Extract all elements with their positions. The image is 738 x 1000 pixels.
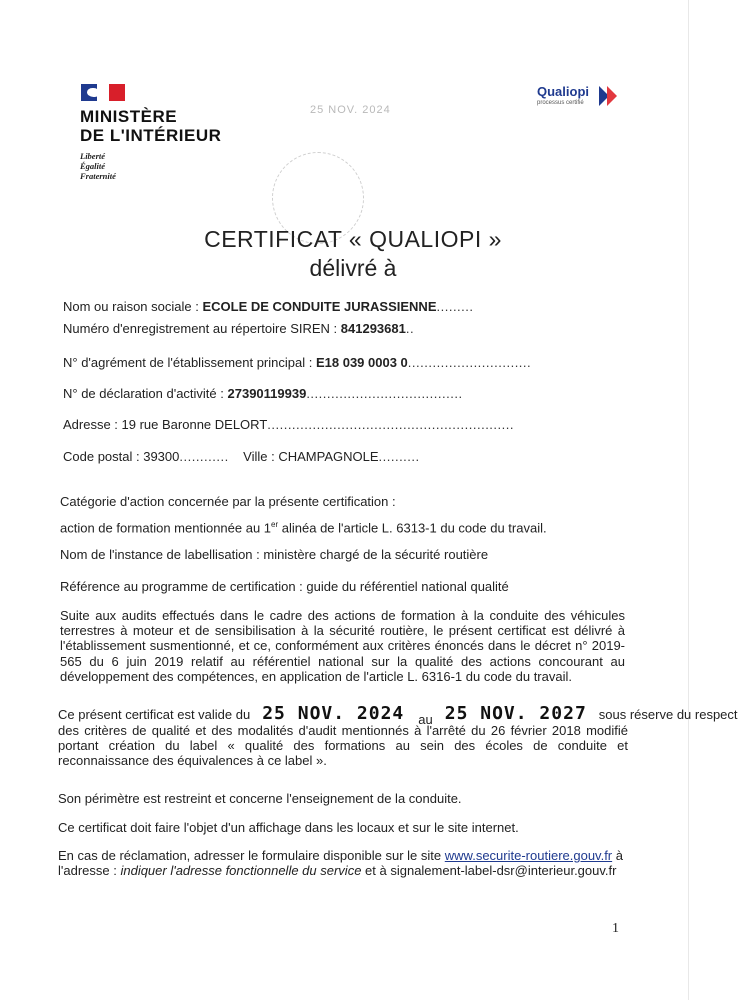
field-siren [63, 321, 414, 337]
validity-date-start: 25 NOV. 2024 [262, 703, 405, 724]
certificate-subtitle: délivré à [309, 255, 397, 281]
validity-middle: au [418, 712, 433, 727]
categorie-text [60, 517, 547, 536]
field-adresse-value: 19 rue Baronne DELORT [121, 417, 268, 432]
ministry-name [80, 107, 221, 145]
affichage-text: Ce certificat doit faire l'objet d'un affichage dans les locaux et sur le site internet. [58, 820, 519, 835]
field-nom-dots: ......... [436, 299, 474, 314]
field-ville-value: CHAMPAGNOLE [278, 449, 379, 464]
field-agrement-value: E18 039 0003 0 [315, 355, 408, 370]
validity-suffix: sous réserve du respect [598, 707, 738, 722]
marianne-flag-logo [81, 84, 125, 101]
categorie-text-after: alinéa de l'article L. 6313-1 du code du travail. [278, 520, 547, 536]
republic-motto [80, 151, 116, 181]
scan-edge-line [688, 0, 689, 1000]
reclamation-text-3: et à signalement-label-dsr@interieur.gouv.fr [361, 863, 617, 879]
field-adresse-label: Adresse : [63, 417, 122, 432]
field-declaration-dots: ...................................... [306, 386, 463, 401]
field-ville-dots: .......... [378, 449, 420, 464]
field-declaration [63, 386, 463, 402]
motto-egalite: Égalité [80, 161, 106, 171]
reclamation-italic: indiquer l'adresse fonctionnelle du service [120, 863, 362, 879]
securite-routiere-link[interactable]: www.securite-routiere.gouv.fr [444, 848, 613, 863]
field-cp-dots: ............ [179, 449, 229, 464]
field-declaration-value: 27390119939 [227, 386, 307, 401]
field-siren-label: Numéro d'enregistrement au répertoire SIREN : [63, 321, 341, 336]
validity-line [58, 703, 738, 727]
instance-text: Nom de l'instance de labellisation : ministère chargé de la sécurité routière [60, 547, 489, 562]
field-ville-label: Ville : [243, 449, 279, 464]
field-siren-value: 841293681 [340, 321, 406, 336]
motto-fraternite: Fraternité [80, 171, 116, 181]
reclamation-text-1: En cas de réclamation, adresser le formulaire disponible sur le site [58, 848, 445, 863]
faded-date-stamp: 25 NOV. 2024 [310, 104, 391, 116]
qualiopi-subtitle: processus certifié [537, 100, 584, 106]
field-adresse [63, 417, 514, 433]
field-nom-label: Nom ou raison sociale : [63, 299, 203, 314]
categorie-label: Catégorie d'action concernée par la présente certification : [60, 494, 396, 509]
reclamation-text-2: à l'adresse : [58, 848, 623, 879]
perimetre-text: Son périmètre est restreint et concerne l'enseignement de la conduite. [58, 791, 462, 806]
categorie-sup: er [271, 520, 279, 529]
field-cp-label: Code postal : [63, 449, 144, 464]
validity-prefix: Ce présent certificat est valide du [58, 707, 251, 722]
field-code-postal-ville [63, 449, 420, 465]
field-agrement-dots: .............................. [407, 355, 532, 370]
ministry-line-2: DE L'INTÉRIEUR [80, 126, 222, 145]
validity-block [58, 703, 738, 769]
reclamation-text [58, 848, 623, 878]
validity-rest: des critères de qualité et des modalités d'audit mentionnés à l'arrêté du 26 février 2018 modifié portant création du label « qualité des formations au sein des écoles de conduite et reconnaissance des équivalences à ce label ». [58, 723, 628, 769]
validity-date-end: 25 NOV. 2027 [444, 703, 587, 724]
page-number: 1 [612, 921, 619, 936]
field-declaration-label: N° de déclaration d'activité : [63, 386, 228, 401]
qualiopi-name: Qualiopi [537, 84, 589, 99]
qualiopi-arrows-icon [599, 84, 623, 108]
certificate-title: CERTIFICAT « QUALIOPI » [204, 226, 502, 252]
field-agrement-label: N° d'agrément de l'établissement principal : [63, 355, 316, 370]
motto-liberte: Liberté [80, 151, 106, 161]
ministry-line-1: MINISTÈRE [80, 107, 178, 126]
field-siren-dots: .. [405, 321, 415, 336]
field-cp-value: 39300 [143, 449, 180, 464]
field-agrement [63, 355, 531, 371]
categorie-text-before: action de formation mentionnée au 1 [60, 520, 272, 536]
field-nom [63, 299, 474, 315]
audit-paragraph: Suite aux audits effectués dans le cadre des actions de formation à la conduite des véhicules terrestres à moteur et de sensibilisation à la sécurité routière, le présent certificat est délivré à l'établissement susmentionné, et ce, conformément aux critères énoncés dans le décret n° 2019-565 du 6 juin 2019 relatif au référentiel national sur la qualité des actions concourant au développement des compétences, en application de l'article L. 6316-1 du code du travail. [60, 608, 625, 684]
field-adresse-dots: ............................................................ [267, 417, 514, 432]
reference-text: Référence au programme de certification : guide du référentiel national qualité [60, 579, 509, 594]
qualiopi-logo [537, 84, 589, 106]
field-nom-value: ECOLE DE CONDUITE JURASSIENNE [202, 299, 437, 314]
